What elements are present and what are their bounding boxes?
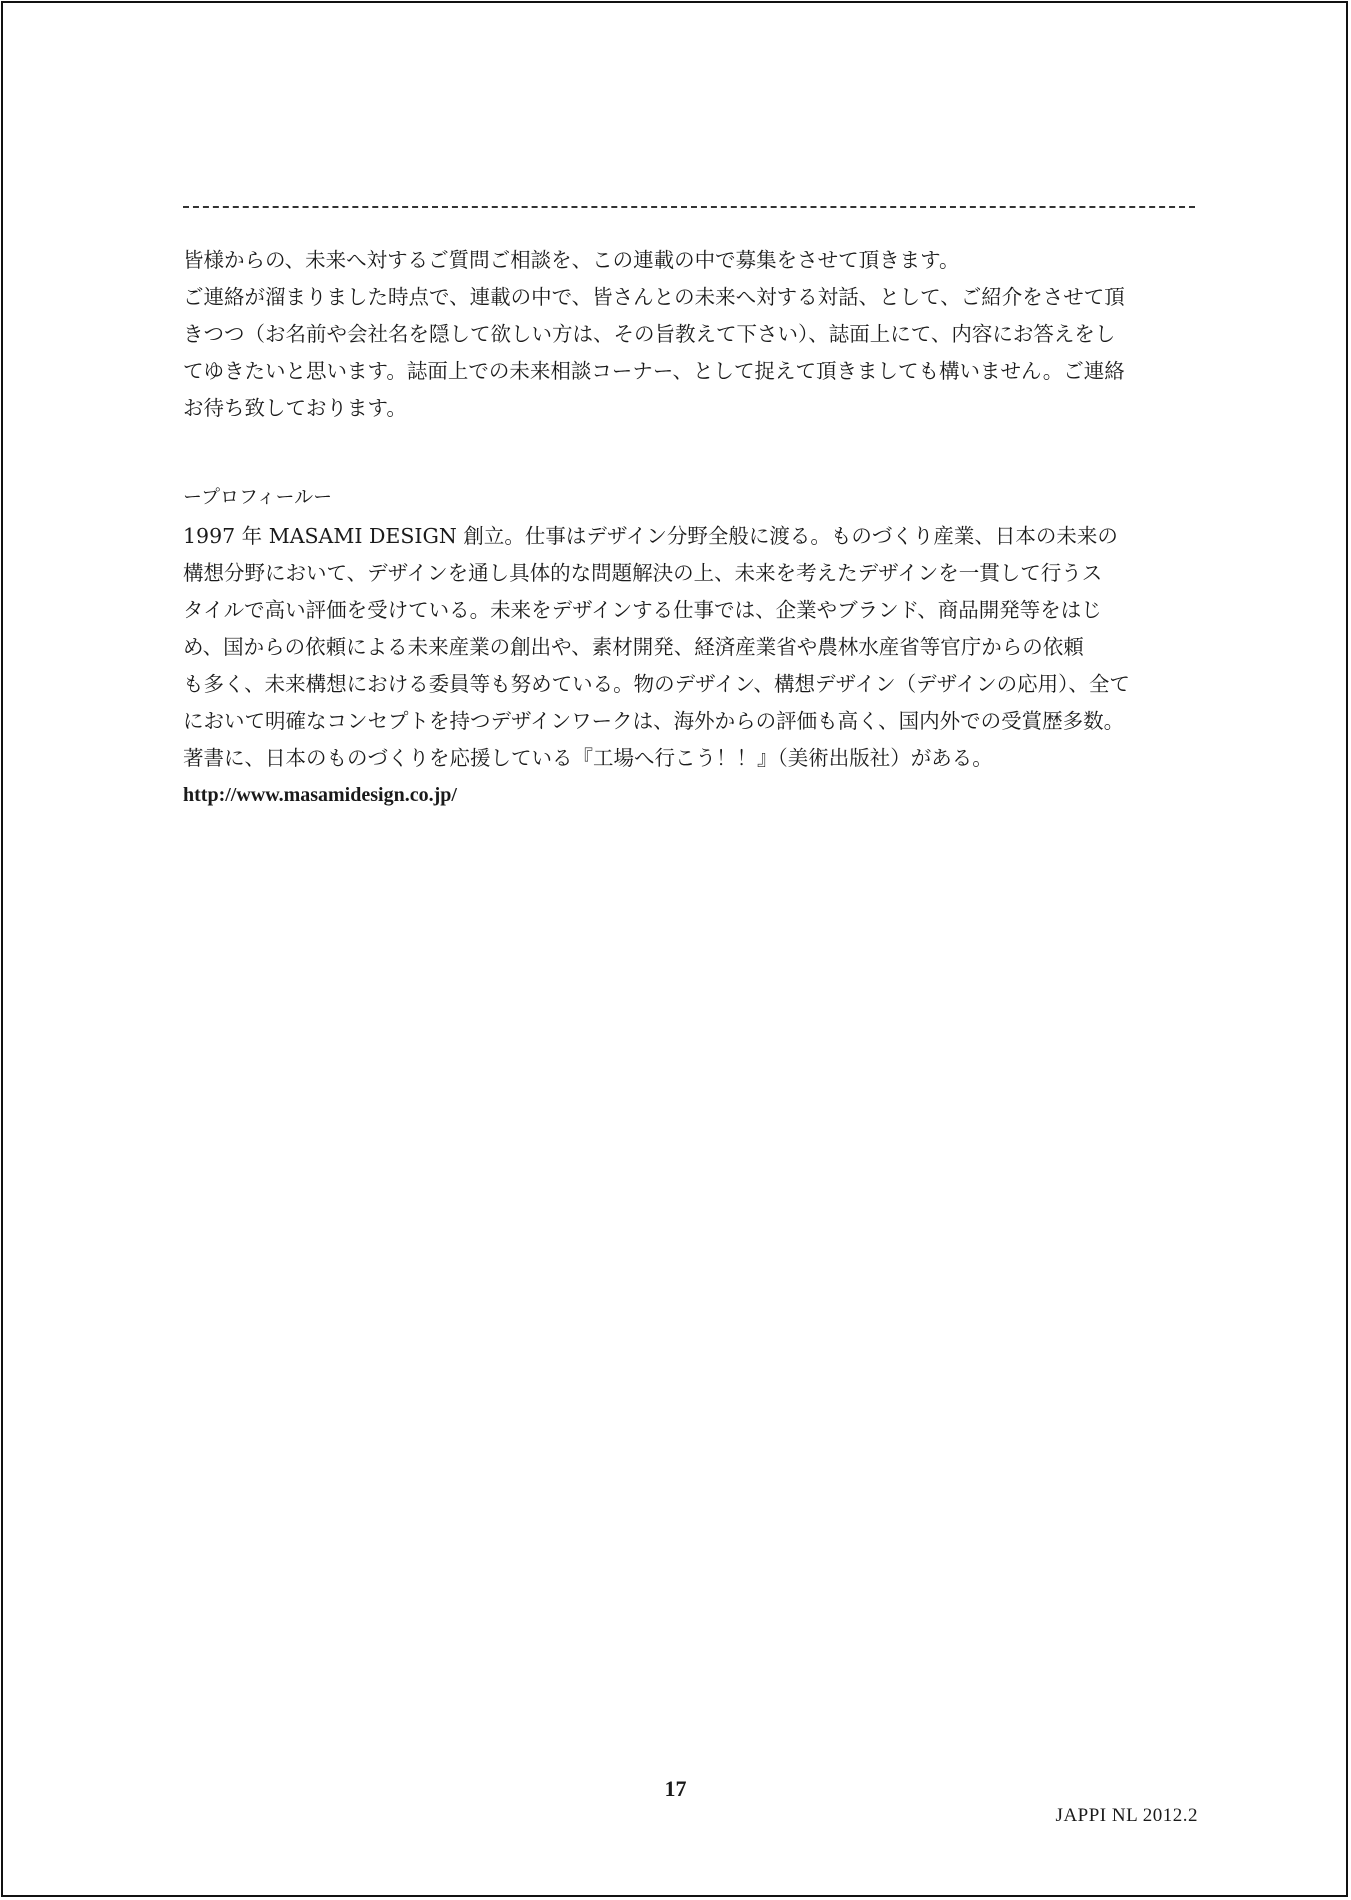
profile-paragraph: [183, 518, 1208, 814]
profile-line: タイルで高い評価を受けている。未来をデザインする仕事では、企業やブランド、商品開発等をはじ: [183, 598, 1102, 622]
profile-line: において明確なコンセプトを持つデザインワークは、海外からの評価も高く、国内外での受賞歴多数。: [183, 709, 1125, 733]
profile-line: め、国からの依頼による未来産業の創出や、素材開発、経済産業省や農林水産省等官庁からの依頼: [183, 635, 1084, 659]
profile-line: 1997 年 MASAMI DESIGN 創立。仕事はデザイン分野全般に渡る。ものづくり産業、日本の未来の: [183, 524, 1118, 548]
intro-line: ご連絡が溜まりました時点で、連載の中で、皆さんとの未来へ対する対話、として、ご紹介をさせて頂: [183, 285, 1125, 309]
intro-line: きつつ（お名前や会社名を隠して欲しい方は、その旨教えて下さい）、誌面上にて、内容にお答えをし: [183, 322, 1116, 346]
page-number: 17: [664, 1776, 687, 1801]
profile-url: http://www.masamidesign.co.jp/: [183, 784, 457, 806]
intro-line: お待ち致しております。: [183, 396, 407, 420]
profile-line: 構想分野において、デザインを通し具体的な問題解決の上、未来を考えたデザインを一貫して行うス: [183, 561, 1103, 585]
publication-label: JAPPI NL 2012.2: [1055, 1805, 1198, 1826]
dashed-divider: [183, 206, 1195, 208]
intro-line: てゆきたいと思います。誌面上での未来相談コーナー、として捉えて頂きましても構いません。ご連絡: [183, 359, 1125, 383]
intro-paragraph: [183, 242, 1208, 427]
profile-heading: ープロフィールー: [183, 486, 333, 508]
intro-line: 皆様からの、未来へ対するご質問ご相談を、この連載の中で募集をさせて頂きます。: [183, 248, 960, 272]
profile-line: も多く、未来構想における委員等も努めている。物のデザイン、構想デザイン（デザインの応用）、全て: [183, 672, 1130, 696]
profile-line: 著書に、日本のものづくりを応援している『工場へ行こう！！』（美術出版社）がある。: [183, 746, 993, 770]
